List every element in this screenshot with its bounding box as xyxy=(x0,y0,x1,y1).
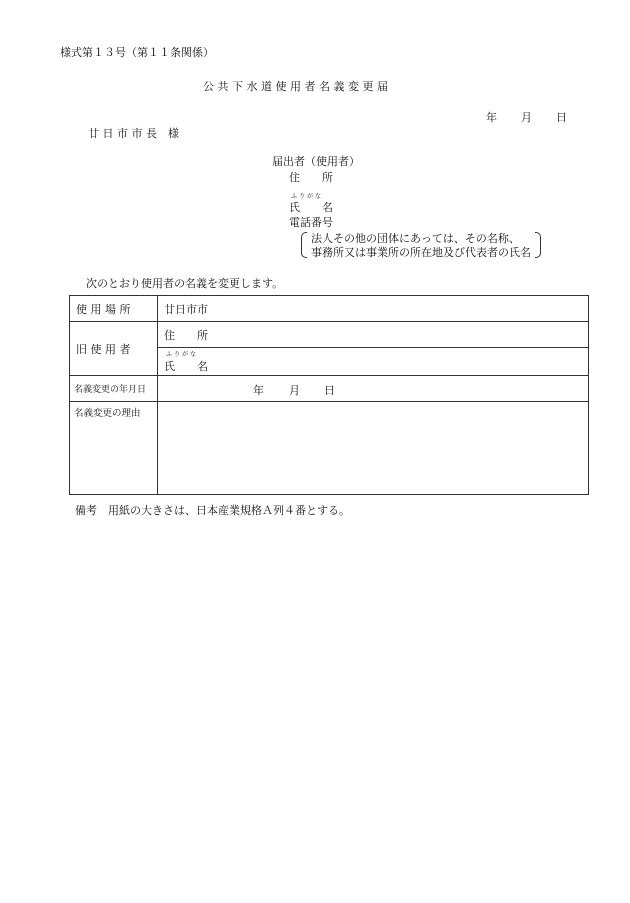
reason-field[interactable] xyxy=(158,402,589,495)
old-address-label: 住 所 xyxy=(164,328,208,342)
footnote: 備考 用紙の大きさは、日本産業規格Ａ列４番とする。 xyxy=(75,504,350,517)
reason-label: 名義変更の理由 xyxy=(70,402,158,495)
applicant-name-label: 氏 名 xyxy=(289,201,333,214)
change-year-label: 年 xyxy=(253,384,264,397)
usage-place-field[interactable] xyxy=(158,296,589,322)
old-furigana: ふりがな xyxy=(166,351,199,358)
note-left-bracket xyxy=(301,232,307,258)
change-date-field[interactable] xyxy=(158,376,589,402)
applicant-address-label: 住 所 xyxy=(289,171,333,184)
note-line-1: 法人その他の団体にあっては、その名称、 xyxy=(311,232,520,245)
change-day-label: 日 xyxy=(324,384,335,397)
intro-text: 次のとおり使用者の名義を変更します。 xyxy=(86,277,284,290)
applicant-heading: 届出者（使用者） xyxy=(272,155,360,168)
applicant-furigana: ふりがな xyxy=(291,193,324,200)
date-month-label: 月 xyxy=(521,111,532,124)
old-address-field[interactable] xyxy=(158,322,589,348)
note-right-bracket xyxy=(535,232,541,258)
date-year-label: 年 xyxy=(486,111,497,124)
note-line-2: 事務所又は事業所の所在地及び代表者の氏名 xyxy=(311,246,531,259)
form-title: 公 共 下 水 道 使 用 者 名 義 変 更 届 xyxy=(203,80,388,93)
change-month-label: 月 xyxy=(289,384,300,397)
change-date-label: 名義変更の年月日 xyxy=(70,376,158,402)
applicant-phone-label: 電話番号 xyxy=(289,216,333,229)
recipient: 廿 日 市 市 長 様 xyxy=(88,127,179,140)
old-name-label: 氏 名 xyxy=(164,359,208,373)
date-day-label: 日 xyxy=(556,111,567,124)
form-number: 様式第１３号（第１１条関係） xyxy=(60,46,214,59)
old-name-field[interactable] xyxy=(158,348,589,376)
change-form-table xyxy=(69,295,589,495)
old-user-label: 旧 使 用 者 xyxy=(70,322,158,376)
usage-place-label: 使 用 場 所 xyxy=(70,296,158,322)
usage-place-value: 廿日市市 xyxy=(164,302,208,316)
